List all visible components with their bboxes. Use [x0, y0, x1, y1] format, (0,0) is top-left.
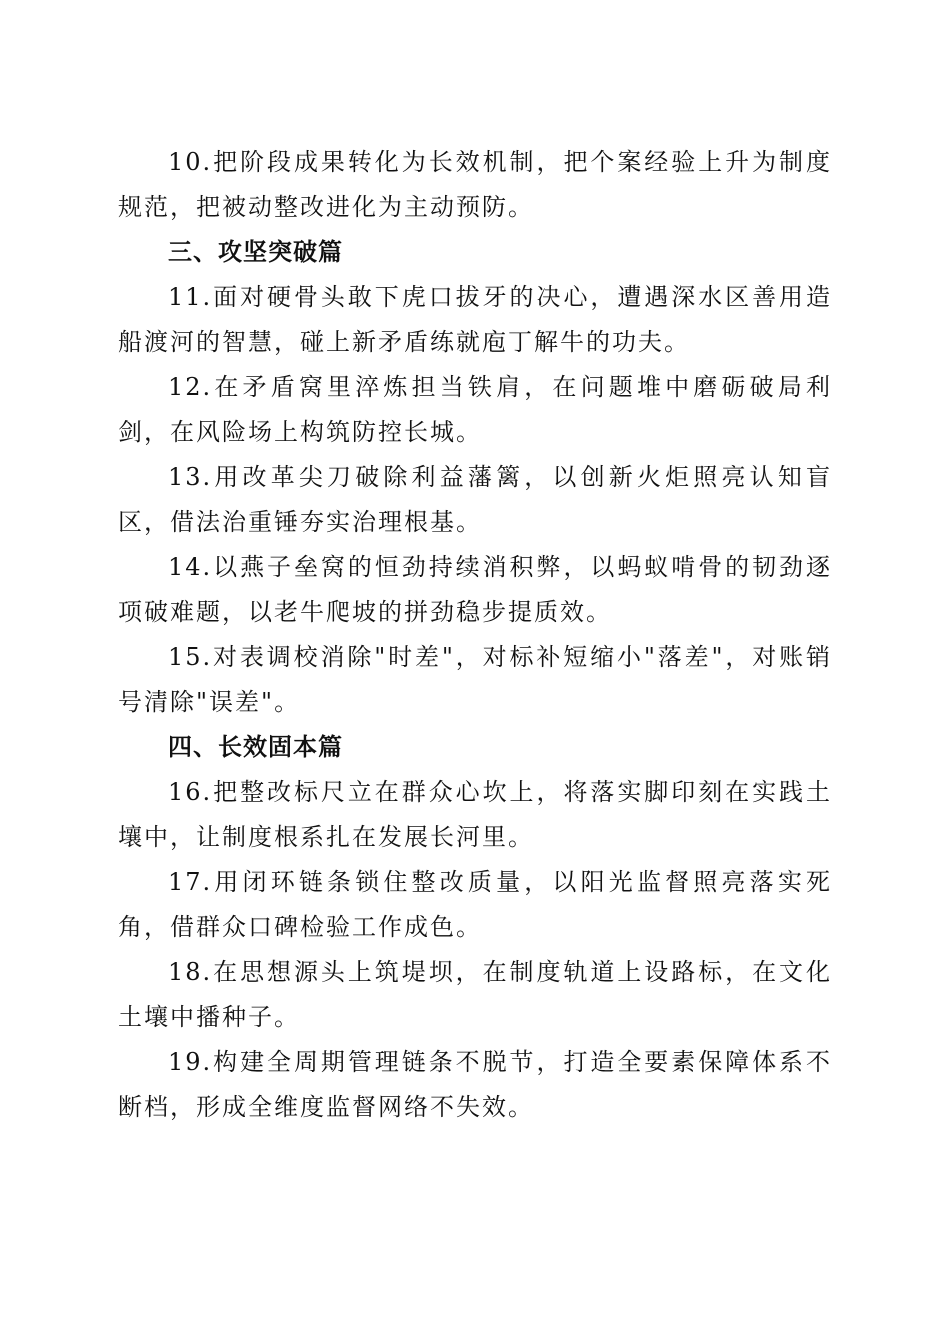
paragraph-12: 12.在矛盾窝里淬炼担当铁肩，在问题堆中磨砺破局利剑，在风险场上构筑防控长城。 [118, 373, 832, 446]
paragraph-19: 19.构建全周期管理链条不脱节，打造全要素保障体系不断档，形成全维度监督网络不失效。 [118, 1048, 832, 1121]
document-body [118, 140, 832, 1130]
section-heading-3: 三、攻坚突破篇 [168, 238, 343, 266]
paragraph-10: 10.把阶段成果转化为长效机制，把个案经验上升为制度规范，把被动整改进化为主动预防。 [118, 148, 832, 221]
paragraph-14: 14.以燕子垒窝的恒劲持续消积弊，以蚂蚁啃骨的韧劲逐项破难题，以老牛爬坡的拼劲稳步提质效。 [118, 553, 832, 626]
section-heading-4: 四、长效固本篇 [168, 733, 343, 761]
paragraph-17: 17.用闭环链条锁住整改质量，以阳光监督照亮落实死角，借群众口碑检验工作成色。 [118, 868, 832, 941]
paragraph-18: 18.在思想源头上筑堤坝，在制度轨道上设路标，在文化土壤中播种子。 [118, 958, 832, 1031]
paragraph-16: 16.把整改标尺立在群众心坎上，将落实脚印刻在实践土壤中，让制度根系扎在发展长河里。 [118, 778, 832, 851]
paragraph-15: 15.对表调校消除"时差"，对标补短缩小"落差"，对账销号清除"误差"。 [118, 643, 832, 716]
paragraph-11: 11.面对硬骨头敢下虎口拔牙的决心，遭遇深水区善用造船渡河的智慧，碰上新矛盾练就庖丁解牛的功夫。 [118, 283, 832, 356]
paragraph-13: 13.用改革尖刀破除利益藩篱，以创新火炬照亮认知盲区，借法治重锤夯实治理根基。 [118, 463, 832, 536]
